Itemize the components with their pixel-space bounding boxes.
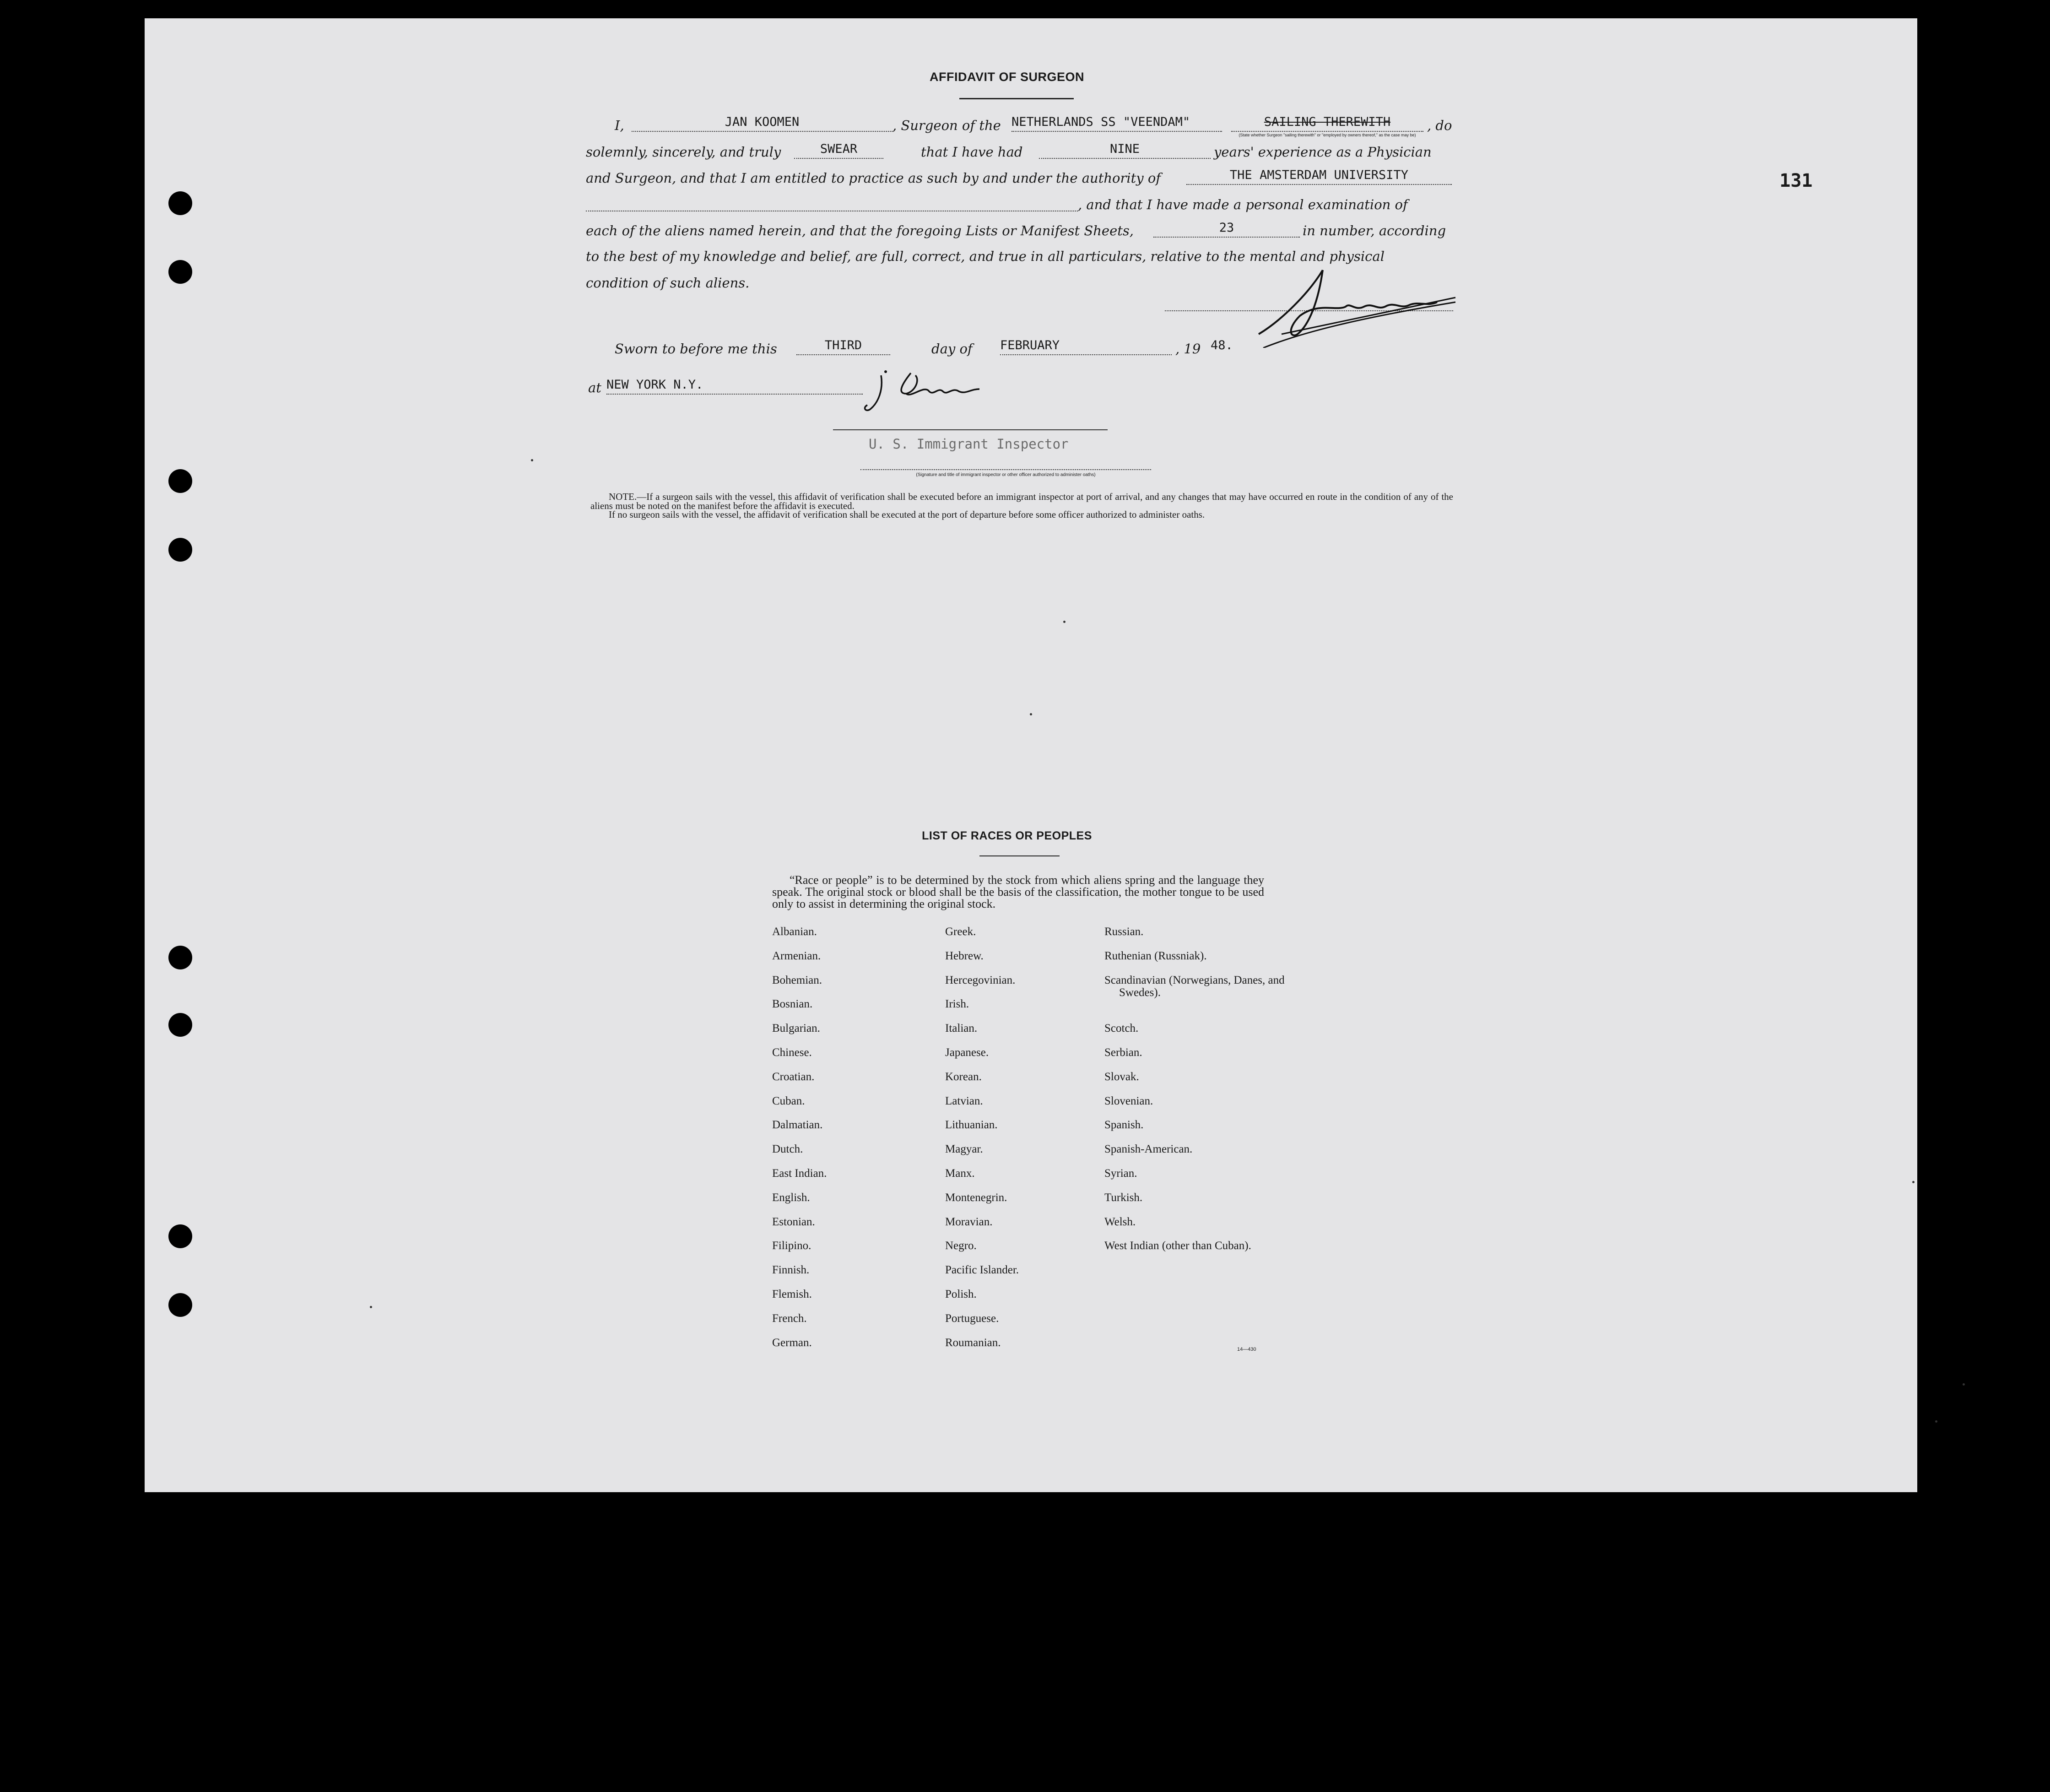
affidavit-text: at bbox=[588, 380, 601, 395]
binder-hole bbox=[168, 1013, 192, 1037]
race-entry: Dutch. bbox=[772, 1143, 803, 1155]
race-entry: Greek. bbox=[945, 926, 976, 938]
binder-hole bbox=[168, 1293, 192, 1317]
race-entry: Hebrew. bbox=[945, 950, 984, 962]
race-entry: Estonian. bbox=[772, 1216, 815, 1228]
affidavit-text: condition of such aliens. bbox=[586, 275, 750, 291]
race-entry: Chinese. bbox=[772, 1046, 812, 1059]
race-entry: Filipino. bbox=[772, 1240, 811, 1252]
state-note: (State whether Surgeon "sailing therewith" or "employed by owners thereof," as the case may be) bbox=[1239, 133, 1416, 137]
place-field: NEW YORK N.Y. bbox=[606, 378, 863, 395]
speck bbox=[1063, 621, 1066, 623]
race-entry: Scandinavian (Norwegians, Danes, and Swedes). bbox=[1104, 974, 1285, 999]
speck bbox=[1030, 713, 1032, 715]
race-entry: Finnish. bbox=[772, 1264, 810, 1276]
affidavit-text: , and that I have made a personal examination of bbox=[1078, 197, 1408, 212]
races-title: LIST OF RACES OR PEOPLES bbox=[922, 829, 1092, 842]
surgeon-name-field: JAN KOOMEN bbox=[632, 115, 892, 132]
affidavit-text: , 19 bbox=[1175, 341, 1201, 357]
inspector-signature bbox=[860, 366, 989, 417]
binder-hole bbox=[168, 191, 192, 215]
race-entry: Flemish. bbox=[772, 1288, 812, 1300]
sailing-field: SAILING THEREWITH bbox=[1231, 115, 1423, 132]
race-entry: Portuguese. bbox=[945, 1312, 999, 1325]
race-entry: German. bbox=[772, 1337, 812, 1349]
race-entry: Slovenian. bbox=[1104, 1095, 1153, 1107]
affidavit-text: day of bbox=[931, 341, 973, 357]
affidavit-text: , do bbox=[1427, 118, 1452, 133]
race-entry: Slovak. bbox=[1104, 1071, 1139, 1083]
speck bbox=[1935, 1420, 1937, 1423]
affidavit-text: in number, according bbox=[1303, 223, 1446, 238]
note-paragraph: NOTE.—If a surgeon sails with the vessel, this affidavit of verification shall be executed before an immigrant inspector at port of arrival, and any changes that may have occurred en route in the condition of any of the aliens must be noted on the manifest before the affidavit is executed. bbox=[590, 491, 1453, 511]
surgeon-signature bbox=[1254, 265, 1465, 348]
affidavit-text: Sworn to before me this bbox=[615, 341, 777, 357]
speck bbox=[531, 459, 533, 461]
race-entry: Russian. bbox=[1104, 926, 1144, 938]
race-entry: Turkish. bbox=[1104, 1191, 1143, 1204]
race-entry: Armenian. bbox=[772, 950, 821, 962]
race-entry: Albanian. bbox=[772, 926, 817, 938]
inspector-signature-line bbox=[833, 429, 1108, 430]
title-underline bbox=[959, 98, 1074, 99]
affidavit-text: years' experience as a Physician bbox=[1214, 144, 1432, 160]
affidavit-text: each of the aliens named herein, and that the foregoing Lists or Manifest Sheets, bbox=[586, 223, 1134, 238]
race-entry: Hercegovinian. bbox=[945, 974, 1016, 986]
affidavit-text: that I have had bbox=[921, 144, 1023, 160]
vessel-field: NETHERLANDS SS "VEENDAM" bbox=[1011, 115, 1222, 132]
race-entry: Croatian. bbox=[772, 1071, 815, 1083]
speck bbox=[370, 1306, 372, 1308]
race-entry: West Indian (other than Cuban). bbox=[1104, 1240, 1251, 1252]
race-entry: Moravian. bbox=[945, 1216, 993, 1228]
binder-hole bbox=[168, 469, 192, 493]
inspector-stamp: U. S. Immigrant Inspector bbox=[869, 436, 1069, 452]
race-entry: East Indian. bbox=[772, 1167, 827, 1180]
race-entry: Latvian. bbox=[945, 1095, 983, 1107]
caption-line bbox=[860, 469, 1151, 470]
affidavit-text: to the best of my knowledge and belief, are full, correct, and true in all particulars, relative to the mental and physical bbox=[586, 249, 1385, 264]
speck bbox=[1912, 1181, 1915, 1183]
race-entry: Irish. bbox=[945, 998, 969, 1010]
inspector-caption: (Signature and title of immigrant inspector or other officer authorized to administer oaths) bbox=[916, 472, 1096, 477]
race-entry: Welsh. bbox=[1104, 1216, 1136, 1228]
race-entry: Cuban. bbox=[772, 1095, 805, 1107]
race-entry: Scotch. bbox=[1104, 1022, 1139, 1034]
race-entry: Montenegrin. bbox=[945, 1191, 1007, 1204]
authority-field-cont bbox=[586, 195, 1078, 211]
race-entry: Polish. bbox=[945, 1288, 977, 1300]
form-number: 14—430 bbox=[1237, 1347, 1256, 1352]
race-entry: Dalmatian. bbox=[772, 1119, 823, 1131]
note-paragraph-2: If no surgeon sails with the vessel, the affidavit of verification shall be executed at the port of departure before some officer authorized to administer oaths. bbox=[609, 509, 1205, 520]
race-entry: Manx. bbox=[945, 1167, 975, 1180]
sheets-count-field: 23 bbox=[1153, 221, 1300, 238]
race-entry: Roumanian. bbox=[945, 1337, 1001, 1349]
race-entry: Negro. bbox=[945, 1240, 977, 1252]
race-entry: Serbian. bbox=[1104, 1046, 1142, 1059]
sworn-month-field: FEBRUARY bbox=[1000, 339, 1172, 355]
race-entry: English. bbox=[772, 1191, 810, 1204]
binder-hole bbox=[168, 260, 192, 284]
affidavit-text: and Surgeon, and that I am entitled to practice as such by and under the authority of bbox=[586, 170, 1161, 186]
page-number: 131 bbox=[1780, 170, 1813, 191]
sworn-day-field: THIRD bbox=[796, 339, 890, 355]
authority-field: THE AMSTERDAM UNIVERSITY bbox=[1186, 168, 1452, 185]
race-entry: Bulgarian. bbox=[772, 1022, 820, 1034]
year-field: 48. bbox=[1211, 338, 1233, 352]
races-intro: “Race or people” is to be determined by the stock from which aliens spring and the language they speak. The original stock or blood shall be the basis of the classification, the mother tongue to be used only to assist in determining the original stock. bbox=[772, 873, 1264, 910]
race-entry: Magyar. bbox=[945, 1143, 983, 1155]
race-entry: Japanese. bbox=[945, 1046, 989, 1059]
race-entry: Pacific Islander. bbox=[945, 1264, 1019, 1276]
oath-field: SWEAR bbox=[794, 142, 883, 159]
race-entry: Lithuanian. bbox=[945, 1119, 998, 1131]
binder-hole bbox=[168, 1224, 192, 1248]
affidavit-text: , Surgeon of the bbox=[892, 118, 1001, 133]
race-entry: Spanish. bbox=[1104, 1119, 1144, 1131]
races-title-underline bbox=[979, 855, 1060, 856]
years-field: NINE bbox=[1039, 142, 1211, 159]
race-entry: Bosnian. bbox=[772, 998, 813, 1010]
speck bbox=[1963, 1383, 1965, 1386]
race-entry: Italian. bbox=[945, 1022, 978, 1034]
race-entry: Spanish-American. bbox=[1104, 1143, 1193, 1155]
affidavit-title: AFFIDAVIT OF SURGEON bbox=[930, 70, 1084, 84]
race-entry: Ruthenian (Russniak). bbox=[1104, 950, 1207, 962]
race-entry: Syrian. bbox=[1104, 1167, 1137, 1180]
race-entry: French. bbox=[772, 1312, 807, 1325]
race-entry: Bohemian. bbox=[772, 974, 822, 986]
binder-hole bbox=[168, 538, 192, 562]
affidavit-text: I, bbox=[615, 118, 624, 133]
race-entry: Korean. bbox=[945, 1071, 982, 1083]
affidavit-text: solemnly, sincerely, and truly bbox=[586, 144, 781, 160]
binder-hole bbox=[168, 946, 192, 969]
